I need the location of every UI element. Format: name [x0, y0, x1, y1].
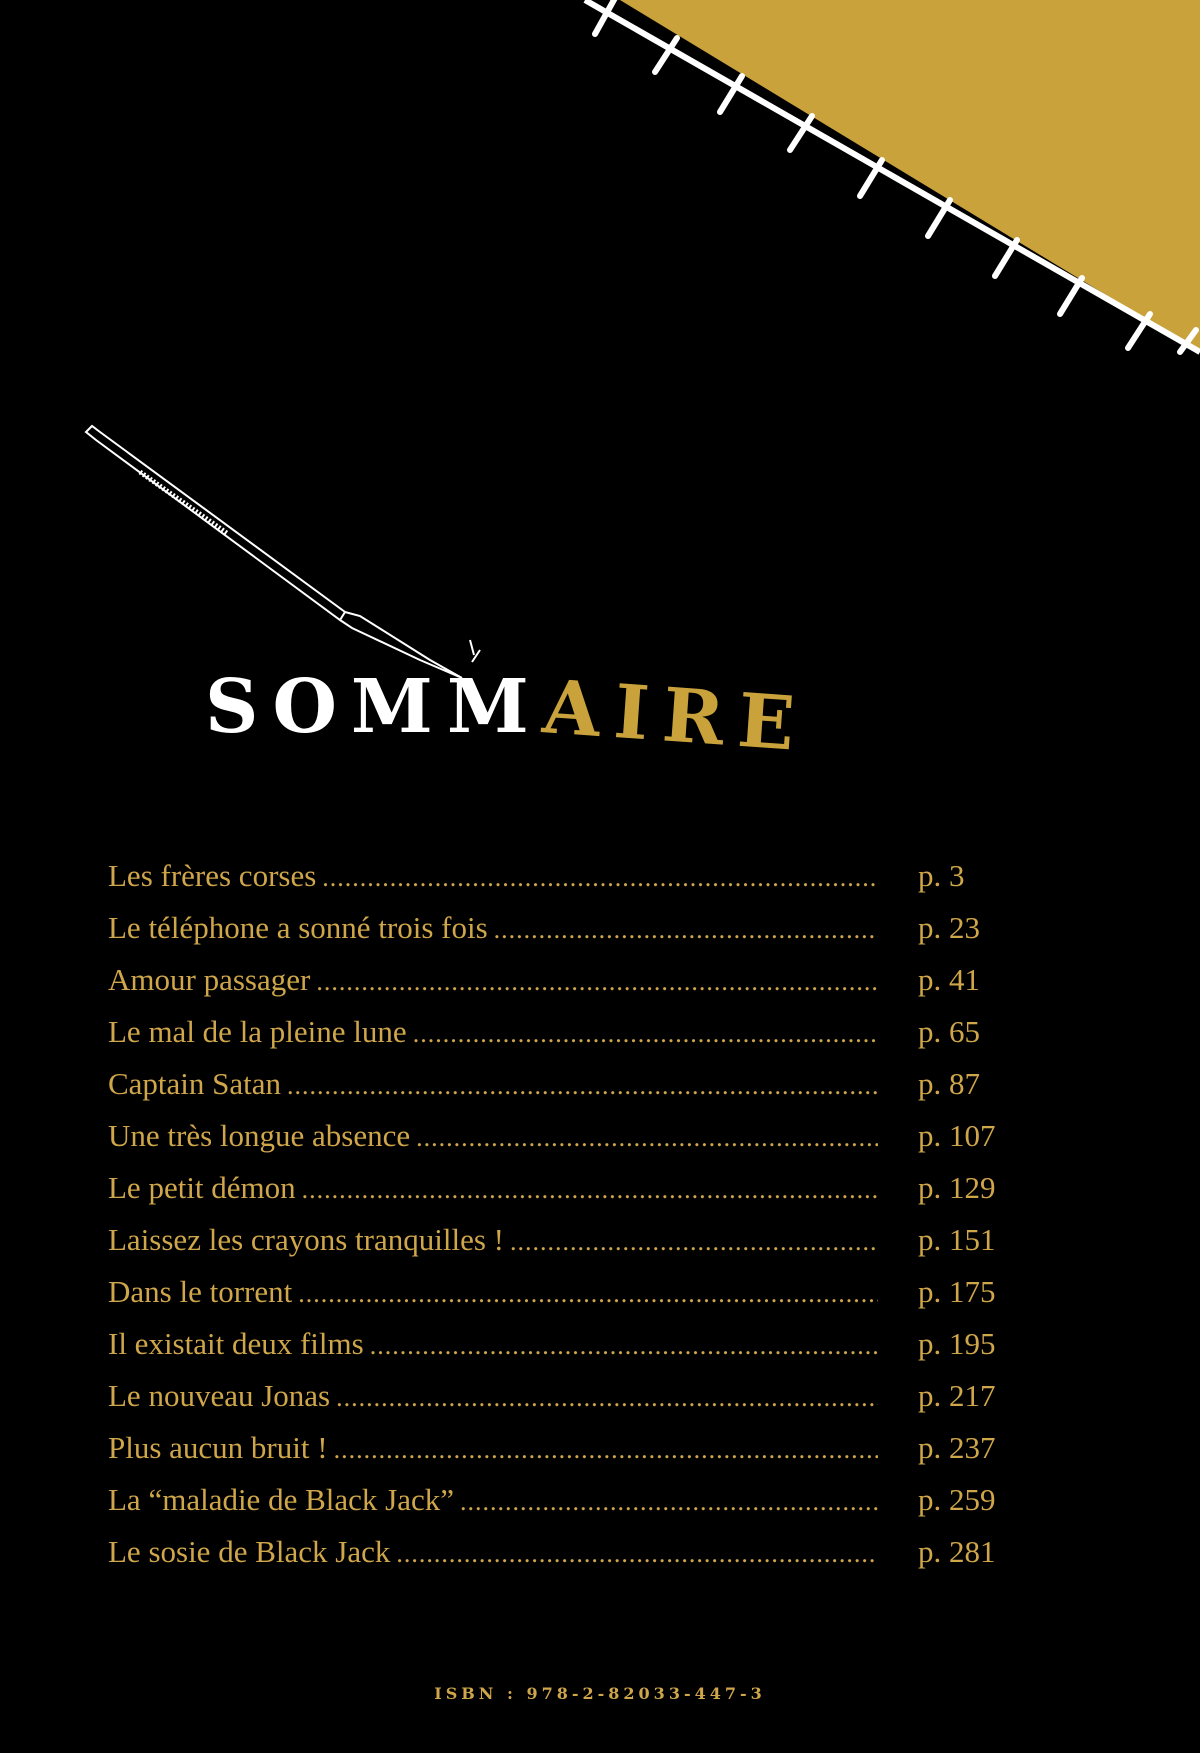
- toc-entry-page: p. 65: [918, 1014, 980, 1049]
- toc-dot-leader: [298, 1279, 878, 1309]
- toc-dot-leader: [336, 1383, 878, 1413]
- toc-entry-page: p. 129: [918, 1170, 996, 1205]
- toc-entry-title: Laissez les crayons tranquilles !: [108, 1222, 504, 1257]
- toc-entry-title: Le nouveau Jonas: [108, 1378, 331, 1413]
- toc-entry-title: Le petit démon: [108, 1170, 296, 1205]
- title-part-white: SOMM: [205, 664, 543, 750]
- table-of-contents: [108, 858, 1038, 1586]
- toc-entry: [108, 962, 1038, 1014]
- scalpel-icon: [0, 0, 1200, 769]
- toc-entry-page: p. 107: [918, 1118, 996, 1153]
- toc-entry: [108, 1482, 1038, 1534]
- toc-dot-leader: [494, 915, 878, 945]
- toc-dot-leader: [396, 1539, 878, 1569]
- toc-entry-page: p. 41: [918, 962, 980, 997]
- toc-entry-page: p. 237: [918, 1430, 996, 1465]
- toc-entry-title: Le mal de la pleine lune: [108, 1014, 407, 1049]
- toc-dot-leader: [460, 1487, 878, 1517]
- toc-entry-title: Plus aucun bruit !: [108, 1430, 328, 1465]
- toc-entry-page: p. 175: [918, 1274, 996, 1309]
- toc-entry: [108, 1326, 1038, 1378]
- page-title: [205, 664, 812, 769]
- toc-entry-title: Une très longue absence: [108, 1118, 411, 1153]
- toc-entry-page: p. 217: [918, 1378, 996, 1413]
- toc-entry: [108, 1430, 1038, 1482]
- toc-entry: [108, 1378, 1038, 1430]
- toc-entry-page: p. 259: [918, 1482, 996, 1517]
- toc-entry-page: p. 151: [918, 1222, 996, 1257]
- title-part-gold: AIRE: [539, 664, 812, 769]
- toc-dot-leader: [510, 1227, 878, 1257]
- toc-entry: [108, 1274, 1038, 1326]
- toc-entry-title: La “maladie de Black Jack”: [108, 1482, 454, 1517]
- toc-entry-title: Le téléphone a sonné trois fois: [108, 910, 488, 945]
- isbn-text: ISBN : 978-2-82033-447-3: [434, 1684, 766, 1703]
- toc-entry: [108, 1118, 1038, 1170]
- toc-dot-leader: [416, 1123, 878, 1153]
- toc-entry-page: p. 281: [918, 1534, 996, 1569]
- toc-entry: [108, 1534, 1038, 1586]
- toc-entry-title: Captain Satan: [108, 1066, 282, 1101]
- toc-dot-leader: [302, 1175, 878, 1205]
- toc-entry-title: Dans le torrent: [108, 1274, 293, 1309]
- toc-entry: [108, 1014, 1038, 1066]
- toc-dot-leader: [287, 1071, 878, 1101]
- toc-entry: [108, 1222, 1038, 1274]
- toc-entry-title: Les frères corses: [108, 858, 317, 893]
- toc-entry: [108, 858, 1038, 910]
- toc-entry-page: p. 87: [918, 1066, 980, 1101]
- toc-entry: [108, 1066, 1038, 1118]
- toc-dot-leader: [322, 863, 878, 893]
- toc-entry: [108, 910, 1038, 962]
- toc-entry-title: Il existait deux films: [108, 1326, 364, 1361]
- toc-entry-page: p. 23: [918, 910, 980, 945]
- toc-entry: [108, 1170, 1038, 1222]
- toc-dot-leader: [334, 1435, 878, 1465]
- toc-entry-page: p. 195: [918, 1326, 996, 1361]
- toc-dot-leader: [316, 967, 878, 997]
- toc-dot-leader: [370, 1331, 878, 1361]
- toc-entry-title: Le sosie de Black Jack: [108, 1534, 391, 1569]
- toc-entry-page: p. 3: [918, 858, 965, 893]
- toc-dot-leader: [413, 1019, 878, 1049]
- toc-entry-title: Amour passager: [108, 962, 311, 997]
